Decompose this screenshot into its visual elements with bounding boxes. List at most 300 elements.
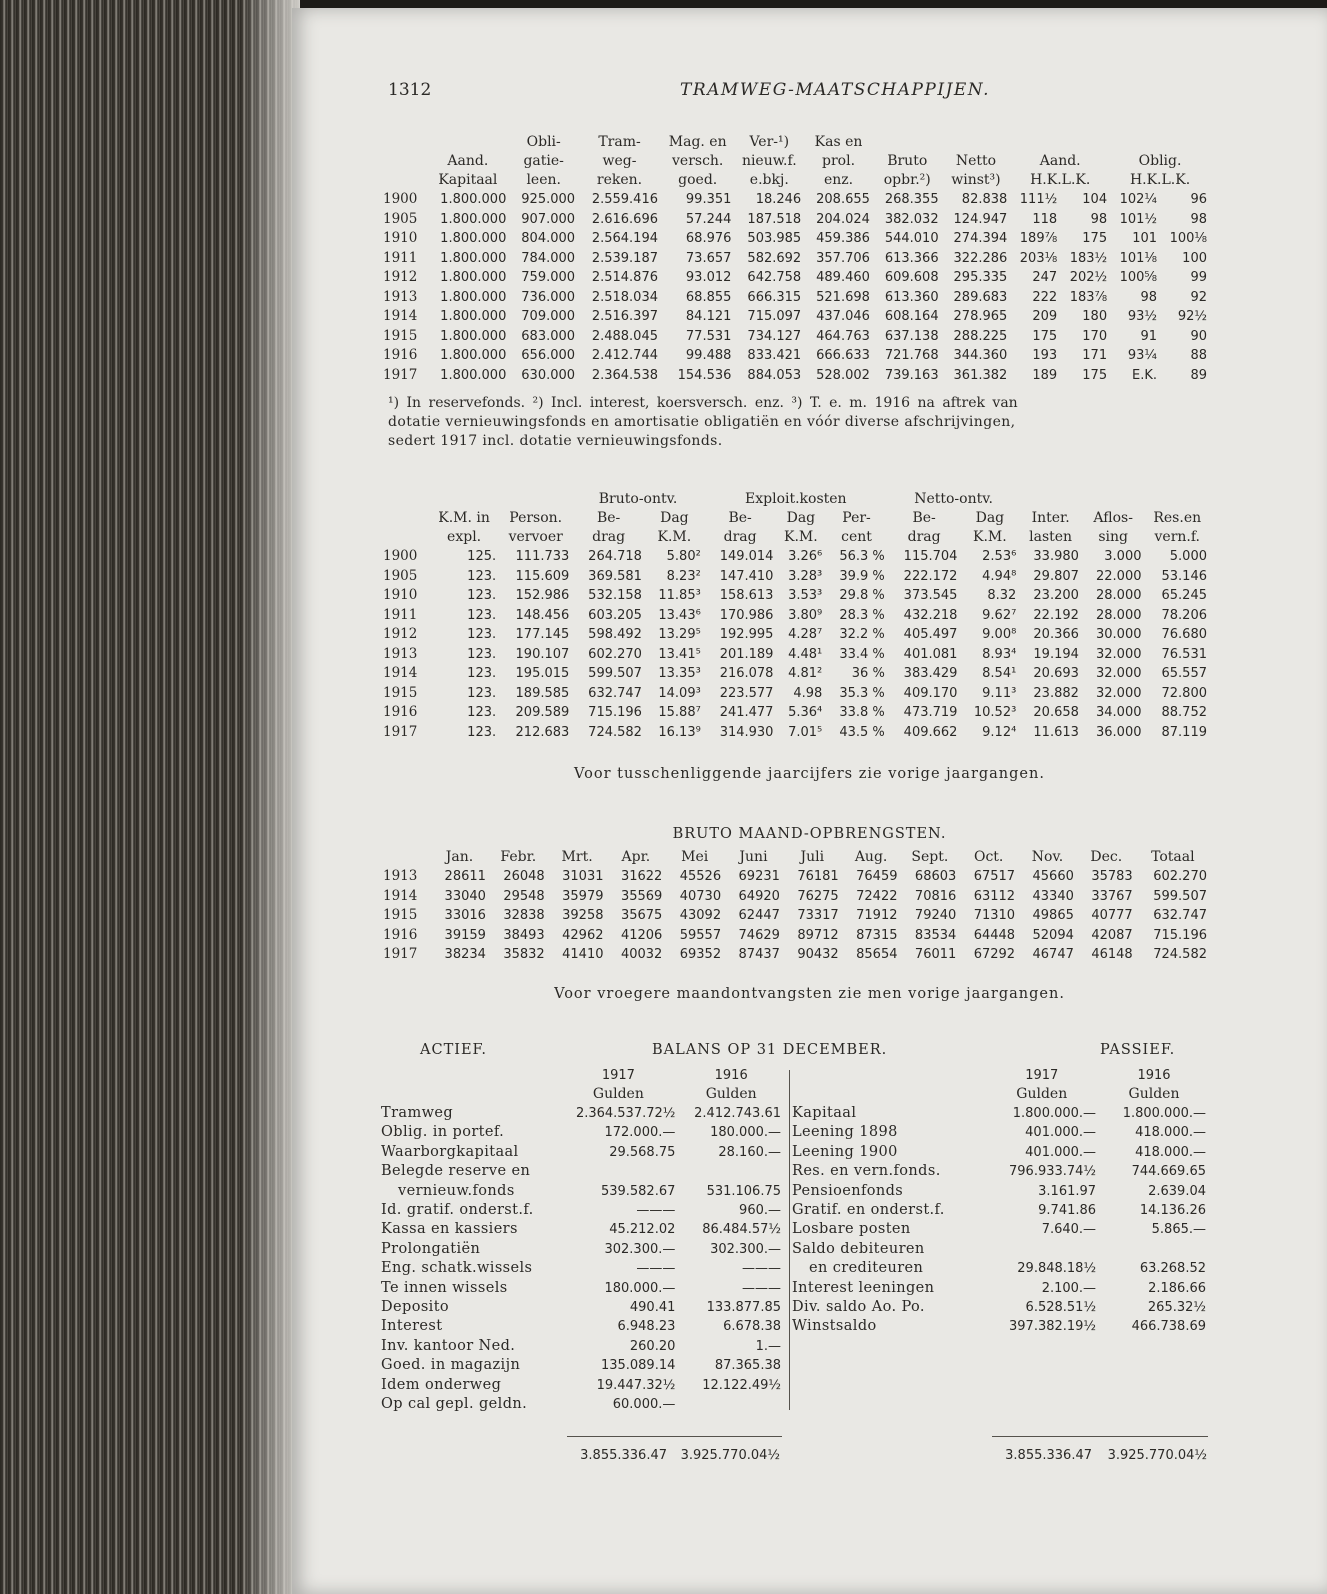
operations-cell: 201.189 [719, 646, 774, 662]
row-year: 1917 [383, 366, 418, 383]
operations-cell: 209.589 [515, 705, 570, 720]
capital-table-row [380, 346, 1210, 366]
capital-cell: 187.518 [747, 211, 802, 227]
operations-cell: 30.000 [1096, 627, 1142, 642]
capital-cell: 89 [1190, 367, 1207, 383]
operations-header-cell: vervoer [508, 529, 563, 545]
monthly-cell: 69231 [738, 869, 780, 884]
actief-item-label: Inv. kantoor Ned. [381, 1337, 516, 1354]
monthly-cell: 73317 [797, 908, 839, 923]
monthly-cell: 41206 [620, 927, 663, 943]
capital-cell: 73.657 [685, 250, 732, 266]
capital-cell: 189 [1032, 367, 1058, 383]
operations-header-cell: drag [723, 529, 757, 545]
capital-header-cell [426, 133, 509, 152]
monthly-table [380, 848, 1210, 965]
operations-cell: 87.119 [1161, 724, 1207, 740]
operations-header-cell: Dag [975, 510, 1005, 526]
monthly-header-cell: Febr. [500, 849, 537, 865]
operations-header-cell: K.M. in [438, 510, 490, 526]
operations-cell: 88.752 [1161, 705, 1207, 720]
capital-cell: 100 [1182, 250, 1207, 266]
operations-cell: 123. [467, 646, 497, 662]
row-year: 1917 [383, 723, 418, 740]
operations-cell: 10.52³ [973, 705, 1017, 720]
actief-balance-row [378, 1201, 784, 1220]
monthly-cell: 31622 [620, 869, 663, 884]
passief-year-1917: 1917 [1025, 1068, 1059, 1083]
capital-cell: 1.800.000 [440, 192, 507, 207]
operations-table-row [380, 586, 1210, 606]
operations-cell: 123. [467, 724, 497, 740]
monthly-cell: 70816 [914, 888, 957, 904]
capital-cell: 361.382 [953, 367, 1008, 383]
operations-header-cell [380, 528, 429, 547]
capital-cell: 68.976 [685, 231, 732, 246]
actief-value-1917 [558, 1162, 678, 1181]
actief-balance-row [378, 1395, 784, 1414]
actief-balance-row [378, 1104, 784, 1123]
operations-cell: 22.192 [1033, 607, 1079, 623]
capital-cell: 170 [1082, 328, 1108, 344]
capital-cell: 528.002 [816, 367, 870, 383]
monthly-cell: 69352 [679, 947, 722, 962]
passief-balance-row [789, 1182, 1209, 1201]
operations-cell: 65.557 [1161, 666, 1207, 681]
capital-cell: 175 [1082, 231, 1108, 246]
monthly-cell: 67517 [973, 869, 1016, 884]
capital-cell: 203⅛ [1019, 250, 1058, 266]
operations-cell: 4.98 [793, 685, 823, 701]
monthly-cell: 28611 [444, 869, 486, 884]
capital-header-row-1 [380, 133, 1210, 152]
actief-value-1917: 539.582.67 [600, 1183, 676, 1199]
actief-unit-row [378, 1085, 784, 1104]
group-header-exploit: Exploit.kosten [745, 491, 847, 507]
monthly-cell: 43340 [1032, 888, 1074, 904]
passief-balance-row [789, 1317, 1209, 1336]
actief-value-1917: ——— [636, 1261, 676, 1277]
operations-header-cell: Be- [728, 510, 752, 526]
monthly-header-cell: Dec. [1090, 849, 1123, 865]
capital-header-row-3 [380, 171, 1210, 190]
actief-value-1916: 6.678.38 [723, 1319, 781, 1335]
capital-cell: 98 [1090, 211, 1108, 227]
capital-cell: 2.412.744 [591, 348, 658, 363]
operations-cell: 223.577 [719, 685, 774, 701]
footnote-line: sedert 1917 incl. dotatie vernieuwingsfonds. [388, 433, 723, 449]
capital-header-cell: Oblig. [1138, 153, 1182, 169]
capital-cell: 274.394 [953, 231, 1008, 246]
row-year: 1911 [383, 606, 418, 623]
passief-total-1916: 3.925.770.04½ [1107, 1448, 1207, 1463]
monthly-cell: 40777 [1091, 908, 1133, 923]
capital-cell: 175 [1032, 328, 1058, 344]
operations-header-cell: K.M. [657, 529, 692, 545]
capital-cell: 437.046 [816, 309, 870, 324]
capital-cell: 101 [1132, 231, 1158, 246]
capital-cell: 2.559.416 [591, 192, 658, 207]
passief-value-1917: 401.000.— [1025, 1125, 1097, 1141]
actief-value-1916 [678, 1395, 784, 1414]
operations-cell: 241.477 [719, 705, 774, 720]
operations-cell: 11.613 [1033, 724, 1079, 740]
passief-item-label: Pensioenfonds [792, 1182, 904, 1199]
capital-cell: 154.536 [677, 367, 732, 383]
operations-header-cell: lasten [1029, 529, 1073, 545]
capital-cell: 175 [1082, 367, 1108, 383]
monthly-cell: 90432 [797, 947, 839, 962]
operations-table-row [380, 645, 1210, 665]
capital-header-cell: weg- [602, 153, 637, 169]
actief-balance-row [378, 1182, 784, 1201]
passief-value-1916: 265.32½ [1147, 1300, 1206, 1316]
capital-cell: 92½ [1177, 309, 1207, 324]
capital-cell: 91 [1140, 328, 1158, 344]
capital-cell: 90 [1190, 328, 1207, 344]
passief-value-1917: 796.933.74½ [1009, 1164, 1097, 1180]
operations-cell: 32.000 [1096, 666, 1142, 681]
passief-balance-row [789, 1240, 1209, 1259]
operations-header-cell: drag [592, 529, 626, 545]
operations-cell: 23.200 [1033, 588, 1079, 603]
operations-header-row-1 [380, 509, 1210, 528]
row-year: 1911 [383, 249, 418, 266]
row-year: 1913 [383, 288, 418, 305]
operations-cell: 152.986 [515, 588, 570, 603]
monthly-table-row [380, 945, 1210, 965]
operations-header-cell: Be- [912, 510, 936, 526]
capital-header-cell: e.bkj. [749, 172, 789, 188]
group-header-netto: Netto-ontv. [914, 491, 993, 507]
capital-header-cell: Tram- [598, 134, 641, 150]
capital-header-cell: leen. [526, 172, 561, 188]
monthly-cell: 45660 [1032, 869, 1074, 884]
operations-cell: 13.43⁶ [658, 607, 701, 623]
capital-cell: 189⅞ [1019, 231, 1058, 246]
operations-cell: 216.078 [719, 666, 774, 681]
actief-unit-1916: Gulden [705, 1086, 757, 1102]
monthly-cell: 76181 [797, 869, 839, 884]
operations-cell: 123. [467, 627, 497, 642]
actief-balance-row [378, 1143, 784, 1162]
capital-header-cell: Aand. [1039, 153, 1081, 169]
operations-cell: 264.718 [588, 549, 642, 564]
actief-item-label: Belegde reserve en [381, 1163, 531, 1180]
actief-item-label: Tramweg [381, 1105, 454, 1121]
capital-cell: 2.514.876 [591, 270, 658, 285]
capital-cell: 98 [1190, 211, 1207, 227]
operations-cell: 33.980 [1033, 549, 1079, 564]
capital-cell: 2.516.397 [591, 309, 658, 324]
monthly-cell: 74629 [738, 927, 780, 943]
actief-value-1916 [678, 1162, 784, 1181]
operations-cell: 147.410 [719, 568, 774, 584]
monthly-cell: 64448 [973, 927, 1016, 943]
monthly-cell: 76459 [856, 869, 898, 884]
actief-balance-row [378, 1240, 784, 1259]
operations-cell: 13.41⁵ [658, 646, 701, 662]
actief-value-1917: 135.089.14 [600, 1358, 676, 1374]
monthly-cell: 40730 [679, 888, 722, 904]
operations-note: Voor tusschenliggende jaarcijfers zie vorige jaargangen. [574, 766, 1045, 782]
capital-cell: 104 [1082, 192, 1108, 207]
operations-group-header [380, 490, 1210, 509]
operations-header-cell: expl. [447, 529, 482, 545]
operations-cell: 33.4 % [839, 646, 885, 662]
operations-table-row [380, 567, 1210, 587]
monthly-cell: 38234 [444, 947, 486, 962]
capital-cell: 1.800.000 [440, 367, 507, 383]
operations-cell: 76.531 [1161, 646, 1207, 662]
actief-value-1917: 45.212.02 [609, 1222, 676, 1238]
actief-item-label: Waarborgkapitaal [381, 1143, 519, 1160]
operations-header-cell: sing [1098, 529, 1129, 545]
capital-cell: 268.355 [884, 192, 939, 207]
actief-year-1916: 1916 [714, 1068, 748, 1083]
capital-cell: 92 [1190, 289, 1207, 305]
operations-cell: 34.000 [1096, 705, 1142, 720]
operations-cell: 9.00⁸ [982, 627, 1017, 642]
capital-cell: 1.800.000 [440, 250, 507, 266]
operations-cell: 123. [467, 685, 497, 701]
monthly-header-cell: Sept. [911, 849, 949, 865]
operations-header-cell: vern.f. [1154, 529, 1200, 545]
actief-value-1916: 180.000.— [710, 1125, 781, 1141]
operations-cell: 715.196 [588, 705, 642, 720]
capital-header-cell: Mag. en [668, 134, 727, 150]
capital-cell: 734.127 [747, 328, 802, 344]
row-year: 1914 [383, 308, 418, 324]
capital-cell: 544.010 [884, 231, 939, 246]
row-year: 1900 [383, 548, 418, 564]
passief-value-1917: 401.000.— [1025, 1144, 1097, 1160]
capital-header-cell [873, 133, 942, 152]
actief-value-1916: 2.412.743.61 [694, 1106, 781, 1121]
operations-cell: 314.930 [719, 724, 774, 740]
monthly-table-row [380, 887, 1210, 907]
monthly-cell: 64920 [738, 888, 780, 904]
capital-cell: 101⅛ [1119, 250, 1158, 266]
capital-table-row [380, 229, 1210, 249]
operations-cell: 28.000 [1096, 588, 1142, 603]
operations-cell: 56.3 % [839, 549, 885, 564]
operations-cell: 189.585 [515, 685, 570, 701]
operations-cell: 8.93⁴ [982, 646, 1017, 662]
capital-cell: 180 [1082, 309, 1108, 324]
monthly-cell: 49865 [1032, 908, 1074, 923]
capital-cell: 93.012 [685, 270, 732, 285]
passief-value-1917: 6.528.51½ [1025, 1300, 1097, 1316]
operations-cell: 32.000 [1096, 646, 1142, 662]
monthly-cell: 33767 [1091, 888, 1133, 904]
operations-cell: 115.704 [903, 549, 958, 564]
actief-item-label: Eng. schatk.wissels [381, 1260, 533, 1277]
actief-balance-row [378, 1220, 784, 1239]
operations-cell: 632.747 [588, 685, 642, 701]
actief-value-1916: 87.365.38 [714, 1358, 781, 1374]
capital-header-cell: H.K.L.K. [1030, 172, 1091, 188]
actief-value-1917: 29.568.75 [609, 1144, 676, 1160]
page-number: 1312 [388, 80, 432, 100]
monthly-cell: 62447 [738, 908, 780, 923]
monthly-cell: 35979 [562, 888, 604, 904]
operations-cell: 23.882 [1033, 685, 1079, 701]
passief-item-label: Saldo debiteuren [792, 1240, 925, 1257]
operations-cell: 123. [467, 588, 497, 603]
operations-cell: 29.807 [1033, 568, 1079, 584]
monthly-cell: 76275 [797, 888, 839, 904]
operations-cell: 65.245 [1161, 588, 1207, 603]
row-year: 1912 [383, 626, 418, 642]
document-page [292, 8, 1327, 1594]
passief-value-1917: 397.382.19½ [1009, 1319, 1097, 1335]
capital-cell: 171 [1082, 348, 1108, 363]
operations-cell: 123. [467, 568, 497, 584]
actief-balance-row [378, 1376, 784, 1395]
passief-year-row [789, 1066, 1209, 1085]
monthly-cell: 35569 [620, 888, 663, 904]
capital-table-row [380, 268, 1210, 288]
monthly-cell: 35832 [503, 947, 545, 962]
capital-cell: 683.000 [521, 328, 576, 344]
operations-cell: 43.5 % [839, 724, 885, 740]
capital-cell: 202½ [1069, 270, 1108, 285]
passief-balance-row [789, 1220, 1209, 1239]
monthly-cell: 41410 [562, 947, 604, 962]
capital-table-row [380, 288, 1210, 308]
passief-value-1917 [985, 1240, 1100, 1259]
row-year: 1915 [383, 907, 418, 923]
operations-cell: 724.582 [588, 724, 642, 740]
passief-value-1916: 63.268.52 [1139, 1261, 1206, 1277]
operations-cell: 598.492 [588, 627, 642, 642]
passief-value-1916: 418.000.— [1135, 1125, 1206, 1141]
operations-cell: 32.000 [1096, 685, 1142, 701]
operations-cell: 8.54¹ [982, 666, 1017, 681]
operations-cell: 5.36⁴ [788, 705, 823, 720]
actief-value-1916: 302.300.— [710, 1241, 781, 1257]
capital-cell: 68.855 [685, 289, 732, 305]
actief-balance-row [378, 1279, 784, 1298]
monthly-cell: 35783 [1091, 869, 1133, 884]
actief-item-label: Id. gratif. onderst.f. [381, 1202, 534, 1219]
passief-balance-row [789, 1143, 1209, 1162]
capital-cell: E.K. [1132, 367, 1158, 383]
actief-item-label: Goed. in magazijn [381, 1357, 521, 1374]
capital-cell: 222 [1032, 289, 1058, 305]
actief-item-label: Interest [381, 1318, 443, 1335]
capital-header-cell: Bruto [887, 153, 928, 169]
capital-cell: 93¼ [1127, 348, 1158, 363]
passief-total-rule [992, 1436, 1208, 1437]
monthly-cell: 43092 [679, 908, 722, 923]
capital-cell: 1.800.000 [440, 231, 507, 246]
monthly-cell: 724.582 [1153, 947, 1207, 962]
capital-cell: 582.692 [747, 250, 802, 266]
group-header-bruto: Bruto-ontv. [598, 491, 678, 507]
balance-title-center: BALANS OP 31 DECEMBER. [652, 1042, 888, 1058]
operations-header-cell: Person. [509, 510, 563, 526]
monthly-cell: 59557 [679, 927, 722, 943]
monthly-cell: 42087 [1091, 927, 1133, 943]
operations-cell: 16.13⁹ [658, 724, 701, 740]
footnote-line: dotatie vernieuwingsfonds en amortisatie obligatiën en vóór diverse afschrijvingen, [388, 414, 1016, 430]
passief-value-1916: 1.800.000.— [1122, 1106, 1206, 1121]
row-year: 1912 [383, 269, 418, 285]
operations-table-row [380, 664, 1210, 684]
operations-cell: 28.3 % [839, 607, 885, 623]
operations-cell: 29.8 % [839, 588, 885, 603]
operations-cell: 33.8 % [839, 705, 885, 720]
actief-value-1916: 960.— [739, 1203, 781, 1219]
row-year: 1916 [383, 347, 418, 363]
capital-cell: 124.947 [953, 211, 1008, 227]
capital-header-cell: gatie- [523, 153, 564, 169]
actief-item-label: Te innen wissels [381, 1279, 508, 1296]
operations-cell: 409.662 [903, 724, 958, 740]
capital-cell: 322.286 [953, 250, 1008, 266]
passief-unit-1916: Gulden [1128, 1086, 1180, 1102]
operations-cell: 401.081 [903, 646, 958, 662]
monthly-cell: 72422 [856, 888, 898, 904]
actief-value-1917: 2.364.537.72½ [575, 1106, 676, 1121]
capital-cell: 100⅝ [1119, 270, 1158, 285]
capital-table-row [380, 307, 1210, 327]
capital-cell: 88 [1190, 348, 1207, 363]
capital-cell: 1.800.000 [440, 348, 507, 363]
operations-header-cell: Dag [786, 510, 816, 526]
operations-cell: 7.01⁵ [788, 724, 823, 740]
capital-cell: 464.763 [816, 328, 870, 344]
capital-header-cell: nieuw.f. [741, 153, 797, 169]
monthly-header-cell: Totaal [1151, 849, 1195, 865]
actief-total-rule [567, 1436, 782, 1437]
row-year: 1916 [383, 926, 418, 943]
row-year: 1914 [383, 665, 418, 681]
operations-cell: 409.170 [903, 685, 958, 701]
capital-cell: 204.024 [816, 211, 870, 227]
operations-cell: 32.2 % [839, 627, 885, 642]
passief-total-1917: 3.855.336.47 [1005, 1448, 1092, 1463]
capital-cell: 833.421 [747, 348, 802, 363]
operations-cell: 123. [467, 607, 497, 623]
passief-value-1917: 3.161.97 [1038, 1183, 1097, 1199]
capital-cell: 736.000 [521, 289, 576, 305]
passief-item-label: Gratif. en onderst.f. [792, 1202, 945, 1219]
operations-cell: 212.683 [515, 724, 570, 740]
row-year: 1913 [383, 868, 418, 884]
capital-cell: 637.138 [884, 328, 939, 344]
capital-cell: 721.768 [884, 348, 939, 363]
operations-cell: 20.658 [1033, 705, 1079, 720]
monthly-header-cell: Juni [739, 849, 768, 865]
monthly-cell: 39159 [444, 927, 486, 943]
capital-cell: 2.539.187 [591, 250, 658, 266]
monthly-cell: 42962 [562, 927, 604, 943]
operations-cell: 13.29⁵ [658, 627, 701, 642]
capital-cell: 289.683 [953, 289, 1008, 305]
actief-value-1916: 28.160.— [718, 1144, 781, 1160]
operations-cell: 8.32 [987, 588, 1017, 603]
capital-cell: 2.364.538 [591, 367, 658, 383]
monthly-note: Voor vroegere maandontvangsten zie men vorige jaargangen. [554, 986, 1065, 1002]
actief-value-1917: 6.948.23 [617, 1319, 676, 1335]
monthly-cell: 45526 [679, 869, 722, 884]
passief-balance-row [789, 1104, 1209, 1123]
capital-header-cell: opbr.²) [883, 172, 931, 188]
passief-item-label: Kapitaal [792, 1105, 857, 1121]
